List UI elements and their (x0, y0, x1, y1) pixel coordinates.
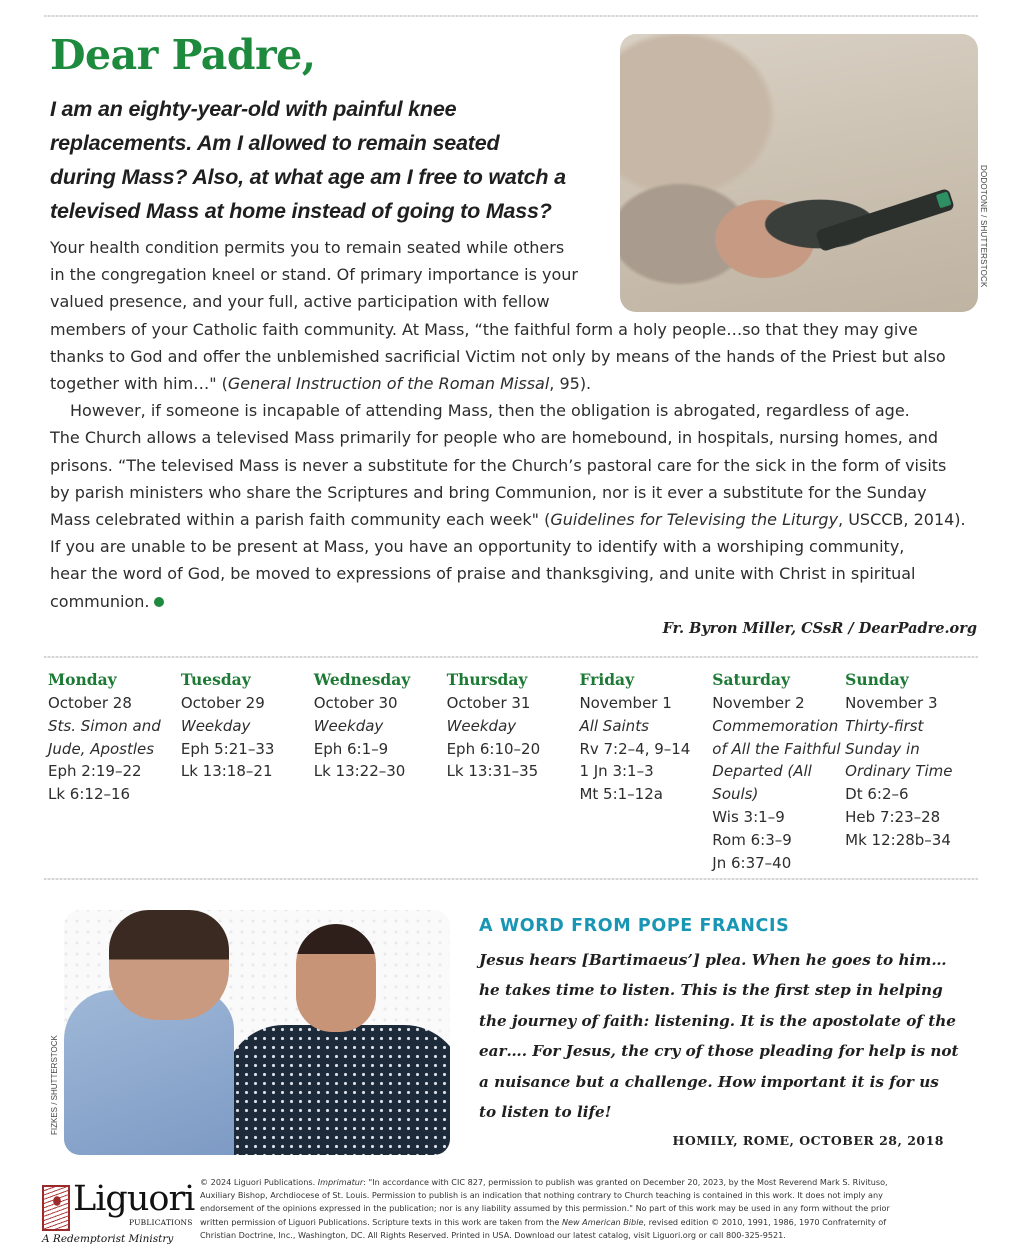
reader-question (50, 92, 610, 228)
day-feast: All Saints (579, 716, 649, 735)
day-reading: Mt 5:1–12a (579, 785, 663, 804)
man-head-illustration (109, 910, 229, 1020)
liturgical-calendar (48, 668, 978, 874)
end-mark-icon (154, 597, 164, 607)
day-name: Friday (579, 670, 635, 689)
citation-title: General Instruction of the Roman Missal (227, 374, 550, 394)
woman-head-illustration (296, 924, 376, 1032)
day-name: Thursday (446, 670, 528, 689)
day-reading: Jn 6:37–40 (712, 853, 792, 872)
answer-line: However, if someone is incapable of attending Mass, then the obligation is abrogated, regardless of age. (70, 401, 910, 421)
redemptorist-emblem-icon (42, 1185, 70, 1231)
day-feast: Sunday in (845, 739, 920, 758)
calendar-top-divider (44, 656, 978, 658)
day-name: Tuesday (180, 670, 251, 689)
answer-paragraph (50, 397, 980, 615)
day-date: October 29 (180, 694, 265, 712)
day-feast: Souls) (712, 785, 759, 804)
day-reading: Wis 3:1–9 (712, 807, 785, 826)
liguori-logo (42, 1179, 195, 1247)
day-feast: of All the Faithful (712, 739, 841, 758)
text: together with him…" ( (50, 374, 228, 394)
day-reading: Eph 6:1–9 (313, 739, 389, 758)
day-feast: Sts. Simon and (48, 716, 161, 735)
text: Imprimatur (317, 1177, 364, 1187)
day-name: Wednesday (313, 670, 411, 689)
day-name: Saturday (712, 670, 791, 689)
quote-line: to listen to life! (479, 1103, 612, 1122)
day-reading: Eph 6:10–20 (446, 739, 541, 758)
legal-line: Auxiliary Bishop, Archdiocese of St. Louis. Permission to publish is an indication that nothing contrary to Church teaching is contained in this work. It does not imply any (200, 1190, 883, 1201)
answer-line-citation (50, 370, 980, 397)
day-date: October 28 (48, 694, 132, 712)
answer-line: in the congregation kneel or stand. Of primary importance is your (50, 265, 578, 285)
day-reading: Mk 12:28b–34 (845, 830, 951, 849)
photo-credit: FIZKES / SHUTTERSTOCK (50, 1035, 59, 1135)
day-date: October 31 (446, 694, 531, 712)
pope-section-heading: A WORD FROM POPE FRANCIS (479, 916, 790, 936)
day-reading: Lk 13:31–35 (446, 762, 539, 781)
answer-line: thanks to God and offer the unblemished sacrificial Victim not only by means of the hands of the Priest but also (50, 346, 946, 366)
text: , revised edition © 2010, 1991, 1986, 1970 Confraternity of (643, 1216, 887, 1227)
text: written permission of Liguori Publications. Scripture texts in this work are taken from the (200, 1216, 562, 1227)
answer-paragraph (50, 234, 980, 397)
quote-source: HOMILY, ROME, OCTOBER 28, 2018 (672, 1133, 944, 1148)
citation-title: Guidelines for Televising the Liturgy (550, 510, 839, 530)
question-line: during Mass? Also, at what age am I free to watch a (50, 165, 566, 189)
day-feast: Jude, Apostles (48, 739, 155, 758)
calendar-day-thursday (447, 668, 580, 874)
legal-line (200, 1216, 980, 1229)
answer-line: by parish ministers who share the Scriptures and bring Communion, nor is it ever a substitute for the Sunday (50, 482, 927, 502)
author-byline: Fr. Byron Miller, CSsR / DearPadre.org (662, 620, 977, 637)
day-reading: Eph 2:19–22 (48, 762, 142, 781)
calendar-day-friday (579, 668, 712, 874)
answer-body (50, 234, 980, 615)
day-reading: Rom 6:3–9 (712, 830, 792, 849)
text: , 95). (549, 374, 592, 394)
answer-line: If you are unable to be present at Mass, you have an opportunity to identify with a worshiping community, (50, 537, 905, 557)
day-reading: Lk 6:12–16 (48, 785, 131, 804)
day-reading: Lk 13:22–30 (313, 762, 406, 781)
logo-tagline: A Redemptorist Ministry (42, 1233, 174, 1245)
calendar-day-monday (48, 668, 181, 874)
answer-line: Your health condition permits you to remain seated while others (50, 238, 565, 257)
day-feast: Weekday (446, 716, 517, 735)
day-reading: 1 Jn 3:1–3 (579, 762, 654, 781)
page-title: Dear Padre, (50, 31, 316, 79)
text: communion. (50, 591, 150, 611)
day-feast: Thirty-first (845, 716, 924, 735)
top-divider (44, 15, 978, 17)
photo-credit: DODOTONE / SHUTTERSTOCK (979, 165, 988, 288)
calendar-day-saturday (712, 668, 845, 874)
quote-line: the journey of faith: listening. It is the apostolate of the (479, 1011, 956, 1030)
quote-line: a nuisance but a challenge. How important it is for us (479, 1072, 939, 1091)
woman-illustration (224, 1025, 450, 1155)
day-date: October 30 (313, 694, 398, 712)
day-reading: Dt 6:2–6 (845, 785, 909, 804)
quote-line: Jesus hears [Bartimaeus’] plea. When he goes to him… (479, 951, 947, 969)
question-line: televised Mass at home instead of going to Mass? (50, 199, 552, 223)
answer-line: hear the word of God, be moved to expressions of praise and thanksgiving, and unite with Christ in spiritual (50, 564, 916, 584)
conversation-photo (64, 910, 450, 1155)
text: : "In accordance with CIC 827, permission to publish was granted on December 20, 2023, by the Most Reverend Mark S. Rivituso, (363, 1177, 888, 1187)
day-feast: Weekday (180, 716, 251, 735)
day-reading: Lk 13:18–21 (180, 762, 273, 781)
legal-line: Christian Doctrine, Inc., Washington, DC. All Rights Reserved. Printed in USA. Download our latest catalog, visit Liguori.org or call 800-325-9521. (200, 1229, 786, 1240)
day-date: November 1 (579, 694, 672, 712)
answer-line (50, 588, 980, 615)
day-reading: Rv 7:2–4, 9–14 (579, 739, 691, 758)
answer-line: The Church allows a televised Mass primarily for people who are homebound, in hospitals, nursing homes, and (50, 428, 939, 448)
day-date: November 3 (845, 694, 938, 712)
day-name: Monday (48, 670, 117, 689)
legal-line (200, 1176, 980, 1189)
logo-name: Liguori (73, 1179, 195, 1219)
text: New American Bible (561, 1216, 644, 1227)
calendar-day-tuesday (181, 668, 314, 874)
day-feast: Weekday (313, 716, 384, 735)
day-reading: Heb 7:23–28 (845, 807, 941, 826)
legal-line: endorsement of the opinions expressed in the publication; nor is any liability assumed by this permission." No part of this work may be used in any form without the prior (200, 1203, 890, 1214)
answer-line-citation (50, 506, 980, 533)
day-feast: Commemoration (712, 716, 839, 735)
day-feast: Ordinary Time (845, 762, 953, 781)
answer-line: valued presence, and your full, active participation with fellow (50, 292, 550, 312)
logo-subtitle: PUBLICATIONS (129, 1218, 193, 1227)
legal-notice (200, 1176, 980, 1242)
day-name: Sunday (845, 670, 909, 689)
calendar-bottom-divider (44, 878, 978, 880)
answer-line: prisons. “The televised Mass is never a substitute for the Church’s pastoral care for the sick in the form of visits (50, 455, 947, 475)
calendar-day-sunday (845, 668, 978, 874)
question-line: replacements. Am I allowed to remain seated (50, 131, 500, 155)
question-line: I am an eighty-year-old with painful knee (50, 97, 457, 121)
day-reading: Eph 5:21–33 (180, 739, 275, 758)
quote-line: he takes time to listen. This is the first step in helping (479, 981, 943, 1000)
answer-line: members of your Catholic faith community. At Mass, “the faithful form a holy people…so that they may give (50, 319, 918, 339)
text: , USCCB, 2014). (838, 510, 966, 530)
day-date: November 2 (712, 694, 805, 712)
text: Mass celebrated within a parish faith community each week" ( (50, 510, 551, 530)
text: © 2024 Liguori Publications. (200, 1177, 318, 1187)
calendar-day-wednesday (314, 668, 447, 874)
day-feast: Departed (All (712, 762, 812, 781)
pope-quote (479, 945, 969, 1127)
quote-line: ear…. For Jesus, the cry of those pleading for help is not (479, 1042, 959, 1061)
